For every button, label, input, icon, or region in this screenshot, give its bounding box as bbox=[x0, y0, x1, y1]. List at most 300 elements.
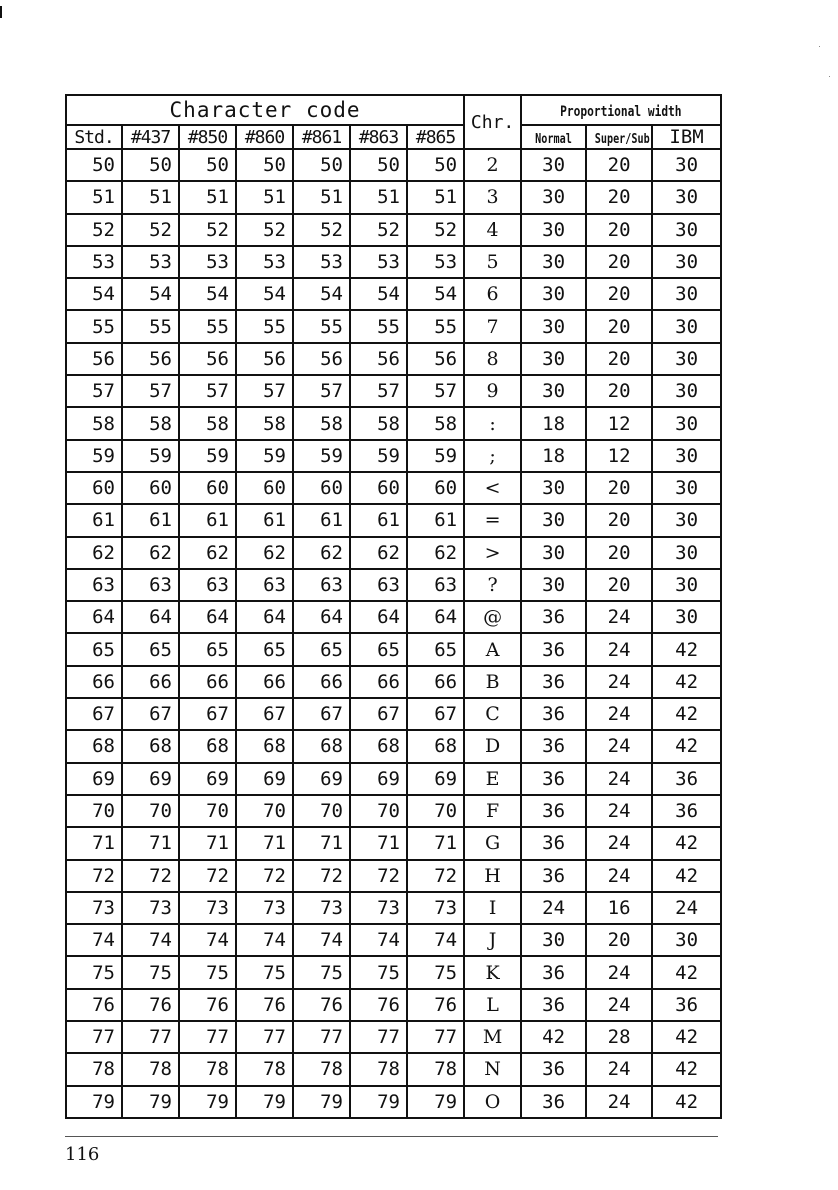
ibm-width-cell: 30 bbox=[652, 343, 721, 375]
super-sub-width-cell: 24 bbox=[586, 633, 652, 665]
code-860-cell: 66 bbox=[236, 666, 293, 698]
table-row bbox=[66, 407, 721, 439]
code-861-cell: 69 bbox=[293, 763, 350, 795]
chr-cell: = bbox=[464, 504, 521, 536]
super-sub-width-cell: 24 bbox=[586, 860, 652, 892]
code-850-cell: 60 bbox=[179, 472, 236, 504]
chr-cell: G bbox=[464, 827, 521, 859]
code-865-cell: 51 bbox=[407, 181, 464, 213]
super-sub-width-cell: 20 bbox=[586, 343, 652, 375]
character-width-table bbox=[65, 94, 722, 1119]
code-std-cell: 71 bbox=[66, 827, 122, 859]
table-row bbox=[66, 278, 721, 310]
super-sub-width-cell: 20 bbox=[586, 375, 652, 407]
normal-width-cell: 30 bbox=[521, 181, 586, 213]
normal-width-cell: 30 bbox=[521, 504, 586, 536]
chr-cell: I bbox=[464, 892, 521, 924]
code-863-cell: 71 bbox=[350, 827, 407, 859]
normal-width-cell: 30 bbox=[521, 375, 586, 407]
code-863-cell: 63 bbox=[350, 569, 407, 601]
ibm-width-cell: 42 bbox=[652, 956, 721, 988]
table-row bbox=[66, 504, 721, 536]
code-861-cell: 57 bbox=[293, 375, 350, 407]
code-437-cell: 79 bbox=[122, 1086, 179, 1118]
table-row bbox=[66, 343, 721, 375]
normal-width-cell: 30 bbox=[521, 924, 586, 956]
code-437-cell: 64 bbox=[122, 601, 179, 633]
code-437-cell: 59 bbox=[122, 440, 179, 472]
super-sub-width-cell: 24 bbox=[586, 601, 652, 633]
normal-width-cell: 36 bbox=[521, 956, 586, 988]
table-row bbox=[66, 472, 721, 504]
code-860-cell: 53 bbox=[236, 246, 293, 278]
code-860-cell: 62 bbox=[236, 537, 293, 569]
code-860-cell: 68 bbox=[236, 730, 293, 762]
chr-cell: D bbox=[464, 730, 521, 762]
code-850-cell: 78 bbox=[179, 1053, 236, 1085]
table-row bbox=[66, 440, 721, 472]
code-860-cell: 74 bbox=[236, 924, 293, 956]
code-std-cell: 69 bbox=[66, 763, 122, 795]
code-std-cell: 78 bbox=[66, 1053, 122, 1085]
chr-cell: 3 bbox=[464, 181, 521, 213]
super-sub-width-cell: 24 bbox=[586, 730, 652, 762]
code-437-cell: 51 bbox=[122, 181, 179, 213]
code-860-cell: 63 bbox=[236, 569, 293, 601]
normal-width-cell: 24 bbox=[521, 892, 586, 924]
character-code-header bbox=[66, 95, 464, 125]
super-sub-width-cell: 12 bbox=[586, 407, 652, 439]
code-865-cell: 62 bbox=[407, 537, 464, 569]
code-850-cell: 52 bbox=[179, 214, 236, 246]
code-std-cell: 61 bbox=[66, 504, 122, 536]
chr-cell: A bbox=[464, 633, 521, 665]
code-865-cell: 77 bbox=[407, 1021, 464, 1053]
chr-header bbox=[464, 95, 521, 149]
chr-cell: 7 bbox=[464, 310, 521, 342]
code-861-cell: 62 bbox=[293, 537, 350, 569]
code-861-cell: 78 bbox=[293, 1053, 350, 1085]
scan-speck bbox=[829, 76, 830, 77]
normal-width-cell: 36 bbox=[521, 1086, 586, 1118]
code-860-cell: 56 bbox=[236, 343, 293, 375]
code-863-cell: 54 bbox=[350, 278, 407, 310]
chr-cell: : bbox=[464, 407, 521, 439]
code-863-cell: 58 bbox=[350, 407, 407, 439]
table-row bbox=[66, 601, 721, 633]
table-row bbox=[66, 1021, 721, 1053]
code-863-cell: 79 bbox=[350, 1086, 407, 1118]
ibm-width-cell: 42 bbox=[652, 666, 721, 698]
code-865-cell: 73 bbox=[407, 892, 464, 924]
ibm-width-cell: 42 bbox=[652, 730, 721, 762]
normal-width-cell: 36 bbox=[521, 860, 586, 892]
code-863-cell: 78 bbox=[350, 1053, 407, 1085]
chr-cell: @ bbox=[464, 601, 521, 633]
code-std-cell: 75 bbox=[66, 956, 122, 988]
table-row bbox=[66, 860, 721, 892]
code-863-cell: 57 bbox=[350, 375, 407, 407]
code-437-cell: 58 bbox=[122, 407, 179, 439]
ibm-width-cell: 30 bbox=[652, 246, 721, 278]
code-863-cell: 50 bbox=[350, 149, 407, 181]
col-header-861: #861 bbox=[293, 125, 350, 149]
chr-cell: 6 bbox=[464, 278, 521, 310]
code-861-cell: 55 bbox=[293, 310, 350, 342]
code-860-cell: 61 bbox=[236, 504, 293, 536]
code-437-cell: 62 bbox=[122, 537, 179, 569]
table-row bbox=[66, 666, 721, 698]
code-865-cell: 55 bbox=[407, 310, 464, 342]
code-850-cell: 59 bbox=[179, 440, 236, 472]
code-std-cell: 52 bbox=[66, 214, 122, 246]
code-850-cell: 75 bbox=[179, 956, 236, 988]
normal-width-cell: 18 bbox=[521, 407, 586, 439]
chr-cell: 8 bbox=[464, 343, 521, 375]
super-sub-width-cell: 24 bbox=[586, 1053, 652, 1085]
code-863-cell: 65 bbox=[350, 633, 407, 665]
table-row bbox=[66, 181, 721, 213]
code-861-cell: 70 bbox=[293, 795, 350, 827]
normal-width-cell: 36 bbox=[521, 698, 586, 730]
code-437-cell: 77 bbox=[122, 1021, 179, 1053]
code-std-cell: 64 bbox=[66, 601, 122, 633]
code-861-cell: 73 bbox=[293, 892, 350, 924]
super-sub-width-cell: 20 bbox=[586, 569, 652, 601]
normal-width-cell: 36 bbox=[521, 666, 586, 698]
code-860-cell: 54 bbox=[236, 278, 293, 310]
ibm-width-cell: 36 bbox=[652, 763, 721, 795]
normal-width-cell: 30 bbox=[521, 537, 586, 569]
code-850-cell: 54 bbox=[179, 278, 236, 310]
code-850-cell: 55 bbox=[179, 310, 236, 342]
code-std-cell: 67 bbox=[66, 698, 122, 730]
code-std-cell: 51 bbox=[66, 181, 122, 213]
normal-width-cell: 42 bbox=[521, 1021, 586, 1053]
code-850-cell: 63 bbox=[179, 569, 236, 601]
table-row bbox=[66, 698, 721, 730]
code-850-cell: 69 bbox=[179, 763, 236, 795]
code-850-cell: 61 bbox=[179, 504, 236, 536]
table-row bbox=[66, 795, 721, 827]
table-row bbox=[66, 730, 721, 762]
code-865-cell: 52 bbox=[407, 214, 464, 246]
code-861-cell: 76 bbox=[293, 989, 350, 1021]
code-std-cell: 72 bbox=[66, 860, 122, 892]
code-865-cell: 57 bbox=[407, 375, 464, 407]
table-row bbox=[66, 310, 721, 342]
code-850-cell: 64 bbox=[179, 601, 236, 633]
code-860-cell: 70 bbox=[236, 795, 293, 827]
code-860-cell: 60 bbox=[236, 472, 293, 504]
chr-cell: ? bbox=[464, 569, 521, 601]
code-std-cell: 62 bbox=[66, 537, 122, 569]
chr-cell: K bbox=[464, 956, 521, 988]
code-std-cell: 68 bbox=[66, 730, 122, 762]
normal-width-cell: 30 bbox=[521, 149, 586, 181]
code-437-cell: 61 bbox=[122, 504, 179, 536]
chr-cell: B bbox=[464, 666, 521, 698]
code-865-cell: 70 bbox=[407, 795, 464, 827]
code-861-cell: 63 bbox=[293, 569, 350, 601]
col-header-ibm: IBM bbox=[652, 125, 721, 149]
code-850-cell: 73 bbox=[179, 892, 236, 924]
code-437-cell: 57 bbox=[122, 375, 179, 407]
code-865-cell: 54 bbox=[407, 278, 464, 310]
super-sub-width-cell: 24 bbox=[586, 956, 652, 988]
ibm-width-cell: 42 bbox=[652, 1086, 721, 1118]
super-sub-width-cell: 24 bbox=[586, 666, 652, 698]
ibm-width-cell: 30 bbox=[652, 149, 721, 181]
code-861-cell: 74 bbox=[293, 924, 350, 956]
code-863-cell: 66 bbox=[350, 666, 407, 698]
col-header-normal: Normal bbox=[521, 125, 586, 149]
normal-width-cell: 30 bbox=[521, 310, 586, 342]
code-std-cell: 54 bbox=[66, 278, 122, 310]
super-sub-width-cell: 20 bbox=[586, 214, 652, 246]
normal-width-cell: 30 bbox=[521, 278, 586, 310]
code-850-cell: 56 bbox=[179, 343, 236, 375]
code-860-cell: 73 bbox=[236, 892, 293, 924]
code-861-cell: 51 bbox=[293, 181, 350, 213]
code-std-cell: 65 bbox=[66, 633, 122, 665]
code-865-cell: 50 bbox=[407, 149, 464, 181]
ibm-width-cell: 30 bbox=[652, 569, 721, 601]
code-861-cell: 64 bbox=[293, 601, 350, 633]
proportional-width-header bbox=[521, 95, 721, 125]
code-863-cell: 73 bbox=[350, 892, 407, 924]
code-863-cell: 64 bbox=[350, 601, 407, 633]
code-860-cell: 57 bbox=[236, 375, 293, 407]
code-std-cell: 66 bbox=[66, 666, 122, 698]
code-865-cell: 69 bbox=[407, 763, 464, 795]
chr-cell: ; bbox=[464, 440, 521, 472]
code-std-cell: 63 bbox=[66, 569, 122, 601]
ibm-width-cell: 42 bbox=[652, 860, 721, 892]
chr-cell: > bbox=[464, 537, 521, 569]
normal-width-cell: 36 bbox=[521, 730, 586, 762]
ibm-width-cell: 30 bbox=[652, 504, 721, 536]
code-850-cell: 65 bbox=[179, 633, 236, 665]
normal-width-cell: 36 bbox=[521, 1053, 586, 1085]
chr-cell: < bbox=[464, 472, 521, 504]
code-861-cell: 58 bbox=[293, 407, 350, 439]
code-std-cell: 53 bbox=[66, 246, 122, 278]
code-861-cell: 75 bbox=[293, 956, 350, 988]
super-sub-width-cell: 24 bbox=[586, 827, 652, 859]
super-sub-width-cell: 20 bbox=[586, 504, 652, 536]
code-863-cell: 61 bbox=[350, 504, 407, 536]
code-860-cell: 55 bbox=[236, 310, 293, 342]
code-850-cell: 70 bbox=[179, 795, 236, 827]
code-437-cell: 52 bbox=[122, 214, 179, 246]
normal-width-cell: 30 bbox=[521, 214, 586, 246]
code-437-cell: 75 bbox=[122, 956, 179, 988]
chr-cell: F bbox=[464, 795, 521, 827]
normal-width-cell: 30 bbox=[521, 343, 586, 375]
code-std-cell: 57 bbox=[66, 375, 122, 407]
code-437-cell: 60 bbox=[122, 472, 179, 504]
super-sub-width-cell: 16 bbox=[586, 892, 652, 924]
code-850-cell: 57 bbox=[179, 375, 236, 407]
code-860-cell: 64 bbox=[236, 601, 293, 633]
table-row bbox=[66, 149, 721, 181]
code-865-cell: 58 bbox=[407, 407, 464, 439]
super-sub-width-cell: 12 bbox=[586, 440, 652, 472]
proportional-width-title: Proportional width bbox=[560, 103, 682, 120]
code-865-cell: 66 bbox=[407, 666, 464, 698]
code-861-cell: 72 bbox=[293, 860, 350, 892]
code-863-cell: 56 bbox=[350, 343, 407, 375]
ibm-width-cell: 30 bbox=[652, 310, 721, 342]
code-437-cell: 50 bbox=[122, 149, 179, 181]
code-850-cell: 71 bbox=[179, 827, 236, 859]
super-sub-width-cell: 20 bbox=[586, 181, 652, 213]
code-850-cell: 66 bbox=[179, 666, 236, 698]
code-860-cell: 76 bbox=[236, 989, 293, 1021]
code-850-cell: 62 bbox=[179, 537, 236, 569]
table-row bbox=[66, 956, 721, 988]
ibm-width-cell: 30 bbox=[652, 278, 721, 310]
ibm-width-cell: 30 bbox=[652, 924, 721, 956]
ibm-width-cell: 36 bbox=[652, 989, 721, 1021]
code-861-cell: 68 bbox=[293, 730, 350, 762]
code-863-cell: 70 bbox=[350, 795, 407, 827]
code-861-cell: 52 bbox=[293, 214, 350, 246]
col-header-850: #850 bbox=[179, 125, 236, 149]
col-header-860: #860 bbox=[236, 125, 293, 149]
code-437-cell: 56 bbox=[122, 343, 179, 375]
table-body bbox=[66, 149, 721, 1118]
col-header-863: #863 bbox=[350, 125, 407, 149]
chr-cell: L bbox=[464, 989, 521, 1021]
code-865-cell: 67 bbox=[407, 698, 464, 730]
code-850-cell: 51 bbox=[179, 181, 236, 213]
code-865-cell: 63 bbox=[407, 569, 464, 601]
code-437-cell: 68 bbox=[122, 730, 179, 762]
ibm-width-cell: 30 bbox=[652, 601, 721, 633]
col-header-865: #865 bbox=[407, 125, 464, 149]
code-437-cell: 69 bbox=[122, 763, 179, 795]
code-863-cell: 72 bbox=[350, 860, 407, 892]
code-863-cell: 68 bbox=[350, 730, 407, 762]
code-437-cell: 73 bbox=[122, 892, 179, 924]
code-850-cell: 50 bbox=[179, 149, 236, 181]
code-863-cell: 75 bbox=[350, 956, 407, 988]
code-863-cell: 60 bbox=[350, 472, 407, 504]
super-sub-width-cell: 20 bbox=[586, 278, 652, 310]
table-row bbox=[66, 633, 721, 665]
code-861-cell: 53 bbox=[293, 246, 350, 278]
code-865-cell: 78 bbox=[407, 1053, 464, 1085]
ibm-width-cell: 30 bbox=[652, 375, 721, 407]
code-861-cell: 60 bbox=[293, 472, 350, 504]
code-861-cell: 79 bbox=[293, 1086, 350, 1118]
super-sub-width-cell: 24 bbox=[586, 698, 652, 730]
code-863-cell: 52 bbox=[350, 214, 407, 246]
normal-width-cell: 36 bbox=[521, 795, 586, 827]
code-860-cell: 59 bbox=[236, 440, 293, 472]
code-865-cell: 59 bbox=[407, 440, 464, 472]
super-sub-width-cell: 20 bbox=[586, 246, 652, 278]
code-865-cell: 56 bbox=[407, 343, 464, 375]
code-861-cell: 66 bbox=[293, 666, 350, 698]
scan-speck bbox=[819, 46, 820, 47]
code-863-cell: 69 bbox=[350, 763, 407, 795]
normal-width-cell: 30 bbox=[521, 569, 586, 601]
ibm-width-cell: 42 bbox=[652, 1021, 721, 1053]
super-sub-width-cell: 24 bbox=[586, 1086, 652, 1118]
code-437-cell: 54 bbox=[122, 278, 179, 310]
code-437-cell: 66 bbox=[122, 666, 179, 698]
ibm-width-cell: 24 bbox=[652, 892, 721, 924]
code-860-cell: 79 bbox=[236, 1086, 293, 1118]
code-860-cell: 58 bbox=[236, 407, 293, 439]
code-865-cell: 53 bbox=[407, 246, 464, 278]
super-sub-width-cell: 24 bbox=[586, 795, 652, 827]
ibm-width-cell: 42 bbox=[652, 633, 721, 665]
code-863-cell: 67 bbox=[350, 698, 407, 730]
code-437-cell: 78 bbox=[122, 1053, 179, 1085]
code-std-cell: 59 bbox=[66, 440, 122, 472]
ibm-width-cell: 30 bbox=[652, 214, 721, 246]
code-861-cell: 71 bbox=[293, 827, 350, 859]
code-863-cell: 59 bbox=[350, 440, 407, 472]
code-437-cell: 63 bbox=[122, 569, 179, 601]
code-865-cell: 71 bbox=[407, 827, 464, 859]
table-row bbox=[66, 569, 721, 601]
super-sub-width-cell: 20 bbox=[586, 149, 652, 181]
character-code-title: Character code bbox=[169, 98, 361, 122]
code-std-cell: 56 bbox=[66, 343, 122, 375]
code-865-cell: 75 bbox=[407, 956, 464, 988]
table-row bbox=[66, 375, 721, 407]
page-number: 116 bbox=[65, 1144, 100, 1165]
code-std-cell: 55 bbox=[66, 310, 122, 342]
code-863-cell: 53 bbox=[350, 246, 407, 278]
code-437-cell: 55 bbox=[122, 310, 179, 342]
normal-width-cell: 30 bbox=[521, 472, 586, 504]
code-std-cell: 70 bbox=[66, 795, 122, 827]
super-sub-width-cell: 20 bbox=[586, 924, 652, 956]
code-850-cell: 74 bbox=[179, 924, 236, 956]
code-860-cell: 72 bbox=[236, 860, 293, 892]
super-sub-width-cell: 24 bbox=[586, 763, 652, 795]
code-850-cell: 53 bbox=[179, 246, 236, 278]
code-860-cell: 67 bbox=[236, 698, 293, 730]
normal-width-cell: 18 bbox=[521, 440, 586, 472]
code-437-cell: 72 bbox=[122, 860, 179, 892]
code-865-cell: 68 bbox=[407, 730, 464, 762]
ibm-width-cell: 30 bbox=[652, 472, 721, 504]
code-std-cell: 73 bbox=[66, 892, 122, 924]
table-row bbox=[66, 827, 721, 859]
normal-width-cell: 36 bbox=[521, 989, 586, 1021]
table-row bbox=[66, 1086, 721, 1118]
code-863-cell: 74 bbox=[350, 924, 407, 956]
code-860-cell: 51 bbox=[236, 181, 293, 213]
chr-cell: 4 bbox=[464, 214, 521, 246]
code-std-cell: 60 bbox=[66, 472, 122, 504]
code-863-cell: 51 bbox=[350, 181, 407, 213]
chr-cell: C bbox=[464, 698, 521, 730]
code-860-cell: 50 bbox=[236, 149, 293, 181]
code-437-cell: 71 bbox=[122, 827, 179, 859]
table-row bbox=[66, 214, 721, 246]
code-850-cell: 58 bbox=[179, 407, 236, 439]
chr-cell: 5 bbox=[464, 246, 521, 278]
chr-title: Chr. bbox=[470, 111, 515, 133]
